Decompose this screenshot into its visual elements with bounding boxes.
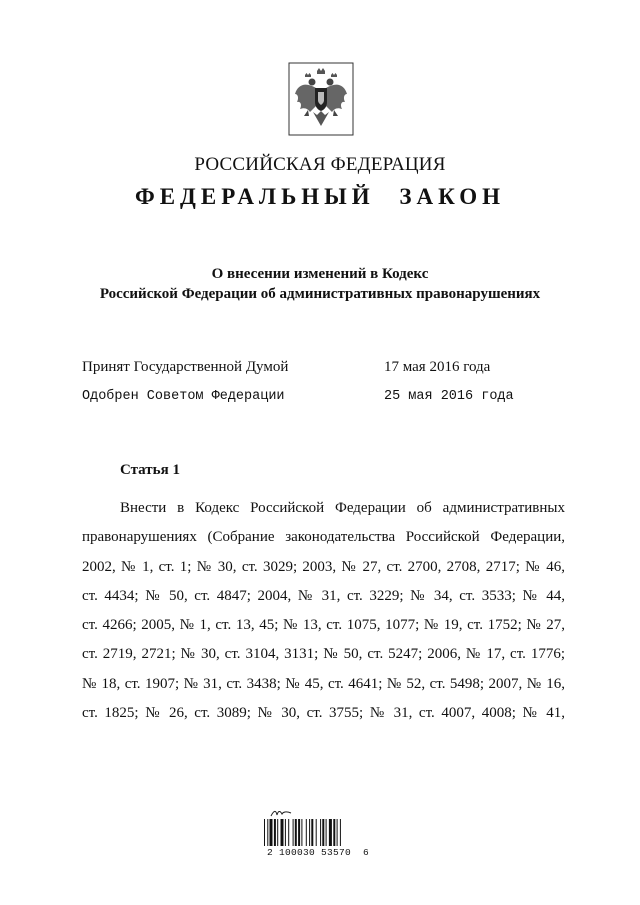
law-title bbox=[0, 264, 640, 304]
article-line: ст. 4266; 2005, № 1, ст. 13, 45; № 13, ст. 1075, 1077; № 19, ст. 1752; № 27, bbox=[82, 617, 565, 634]
article-line: 2002, № 1, ст. 1; № 30, ст. 3029; 2003, № 27, ст. 2700, 2708, 2717; № 46, bbox=[82, 558, 565, 575]
adopted-date: 17 мая 2016 года bbox=[384, 359, 491, 375]
barcode-block bbox=[258, 808, 378, 858]
country-name: РОССИЙСКАЯ ФЕДЕРАЦИЯ bbox=[194, 154, 446, 175]
article-line: правонарушениях (Собрание законодательства Российской Федерации, bbox=[82, 529, 565, 546]
barcode-icon bbox=[264, 819, 368, 846]
article-line: ст. 2719, 2721; № 30, ст. 3104, 3131; № 50, ст. 5247; 2006, № 17, ст. 1776; bbox=[82, 646, 565, 663]
signature-mark-icon bbox=[270, 808, 292, 818]
coat-of-arms-icon bbox=[288, 62, 354, 136]
article-line: Внести в Кодекс Российской Федерации об административных bbox=[120, 500, 565, 516]
article-body bbox=[82, 494, 565, 728]
article-line: № 18, ст. 1907; № 31, ст. 3438; № 45, ст. 4641; № 52, ст. 5498; 2007, № 16, bbox=[82, 675, 565, 692]
law-type-heading: ФЕДЕРАЛЬНЫЙ ЗАКОН bbox=[134, 184, 506, 209]
barcode-number: 2 100030 53570 6 bbox=[266, 847, 369, 858]
article-heading: Статья 1 bbox=[120, 462, 180, 478]
approved-date: 25 мая 2016 года bbox=[384, 389, 514, 404]
article-line: ст. 1825; № 26, ст. 3089; № 30, ст. 3755; № 31, ст. 4007, 4008; № 41, bbox=[82, 705, 565, 722]
law-title-line-1: О внесении изменений в Кодекс bbox=[211, 266, 429, 282]
adopted-label: Принят Государственной Думой bbox=[82, 359, 289, 375]
law-title-line-2: Российской Федерации об административных правонарушениях bbox=[99, 286, 541, 302]
article-line: ст. 4434; № 50, ст. 4847; 2004, № 31, ст. 3229; № 34, ст. 3533; № 44, bbox=[82, 587, 565, 604]
approved-label: Одобрен Советом Федерации bbox=[82, 389, 285, 404]
